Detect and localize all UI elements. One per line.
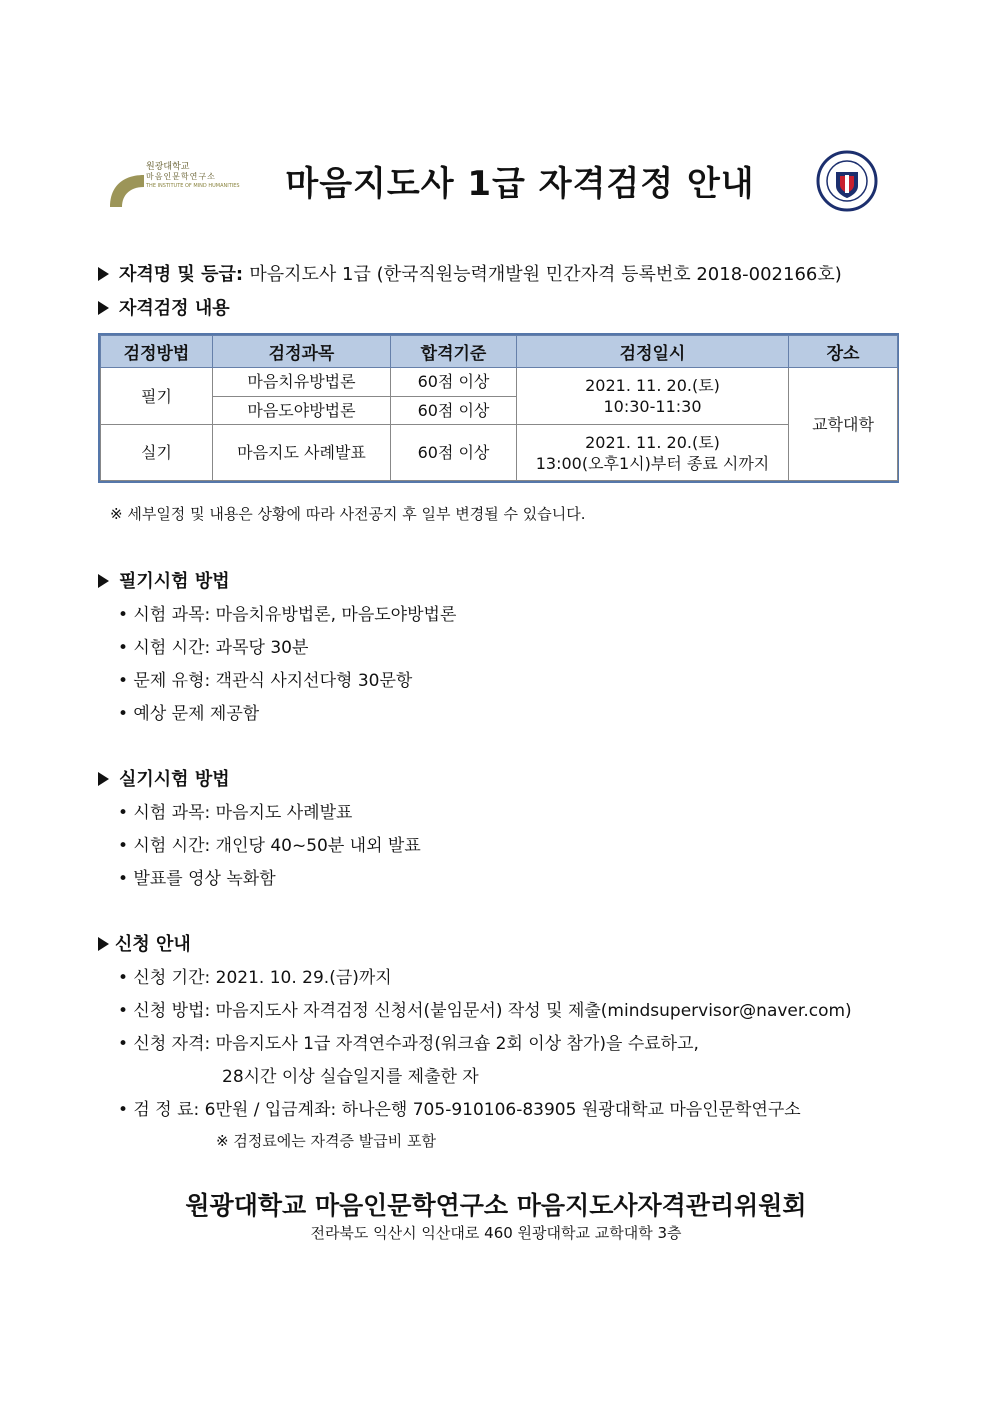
list-item: • 예상 문제 제공함 <box>118 704 260 724</box>
application-method: • 신청 방법: 마음지도사 자격검정 신청서(붙임문서) 작성 및 제출(mindsupervisor@naver.com) <box>118 1001 852 1021</box>
written-method-cell: 필기 <box>101 368 213 425</box>
written-time: 10:30-11:30 <box>603 397 702 417</box>
document-title: 마음지도사 1급 자격검정 안내 <box>285 164 755 204</box>
practical-exam-heading <box>98 765 230 791</box>
exam-content-heading <box>98 294 230 320</box>
application-heading <box>98 930 191 956</box>
footer-address: 전라북도 익산시 익산대로 460 원광대학교 교학대학 3층 <box>310 1224 682 1242</box>
list-item: • 시험 시간: 과목당 30분 <box>118 638 309 658</box>
footer-organization: 원광대학교 마음인문학연구소 마음지도사자격관리위원회 <box>185 1191 807 1220</box>
practical-method-cell: 실기 <box>101 425 213 481</box>
application-qualification-cont: 28시간 이상 실습일지를 제출한 자 <box>222 1067 479 1087</box>
written-datetime-cell <box>517 368 789 425</box>
subject-cell: 마음치유방법론 <box>213 368 391 397</box>
header-method: 검정방법 <box>101 336 213 368</box>
qualification-value: 마음지도사 1급 (한국직원능력개발원 민간자격 등록번호 2018-002166호) <box>249 264 842 285</box>
application-qualification: • 신청 자격: 마음지도사 1급 자격연수과정(워크숍 2회 이상 참가)을 수료하고, <box>118 1034 699 1054</box>
qualification-label: 자격명 및 등급: <box>119 264 244 285</box>
pass-cell: 60점 이상 <box>391 396 517 425</box>
header-location: 장소 <box>789 336 898 368</box>
institute-logo <box>108 157 240 211</box>
list-item: • 시험 시간: 개인당 40~50분 내외 발표 <box>118 836 421 856</box>
header-subject: 검정과목 <box>213 336 391 368</box>
application-title: 신청 안내 <box>115 934 191 955</box>
table-row <box>101 425 898 481</box>
arrow-icon <box>98 574 109 588</box>
logo-line1: 원광대학교 <box>146 162 190 172</box>
pass-cell: 60점 이상 <box>391 368 517 397</box>
practical-exam-title: 실기시험 방법 <box>119 769 230 790</box>
list-item: • 문제 유형: 객관식 사지선다형 30문항 <box>118 671 413 691</box>
fee-note: ※ 검정료에는 자격증 발급비 포함 <box>216 1132 437 1150</box>
subject-cell: 마음도야방법론 <box>213 396 391 425</box>
logo-line2: 마음인문학연구소 <box>146 172 216 181</box>
header-datetime: 검정일시 <box>517 336 789 368</box>
table-note: ※ 세부일정 및 내용은 상황에 따라 사전공지 후 일부 변경될 수 있습니다. <box>110 505 586 523</box>
list-item: • 시험 과목: 마음치유방법론, 마음도야방법론 <box>118 605 457 625</box>
list-item: • 시험 과목: 마음지도 사례발표 <box>118 803 353 823</box>
table-header-row <box>101 336 898 368</box>
exam-schedule-table <box>98 333 899 483</box>
pass-cell: 60점 이상 <box>391 425 517 481</box>
practical-date: 2021. 11. 20.(토) <box>585 432 720 452</box>
location-cell: 교학대학 <box>789 368 898 481</box>
subject-cell: 마음지도 사례발표 <box>213 425 391 481</box>
qualification-line <box>98 260 842 286</box>
practical-datetime-cell <box>517 425 789 481</box>
exam-content-label: 자격검정 내용 <box>119 298 230 319</box>
university-seal-icon <box>816 150 878 212</box>
arrow-icon <box>98 267 109 281</box>
header-pass: 합격기준 <box>391 336 517 368</box>
practical-time: 13:00(오후1시)부터 종료 시까지 <box>535 453 770 473</box>
list-item: • 발표를 영상 녹화함 <box>118 869 276 889</box>
university-seal <box>816 150 878 212</box>
written-exam-title: 필기시험 방법 <box>119 571 230 592</box>
institute-logo-mark <box>108 157 148 209</box>
arrow-icon <box>98 937 109 951</box>
logo-line3: THE INSTITUTE OF MIND HUMANITIES <box>146 183 240 189</box>
written-exam-heading <box>98 567 230 593</box>
arrow-icon <box>98 772 109 786</box>
arrow-icon <box>98 301 109 315</box>
application-period: • 신청 기간: 2021. 10. 29.(금)까지 <box>118 968 392 988</box>
application-fee: • 검 정 료: 6만원 / 입금계좌: 하나은행 705-910106-83905 원광대학교 마음인문학연구소 <box>118 1100 801 1120</box>
written-date: 2021. 11. 20.(토) <box>585 376 720 396</box>
table-row <box>101 368 898 397</box>
